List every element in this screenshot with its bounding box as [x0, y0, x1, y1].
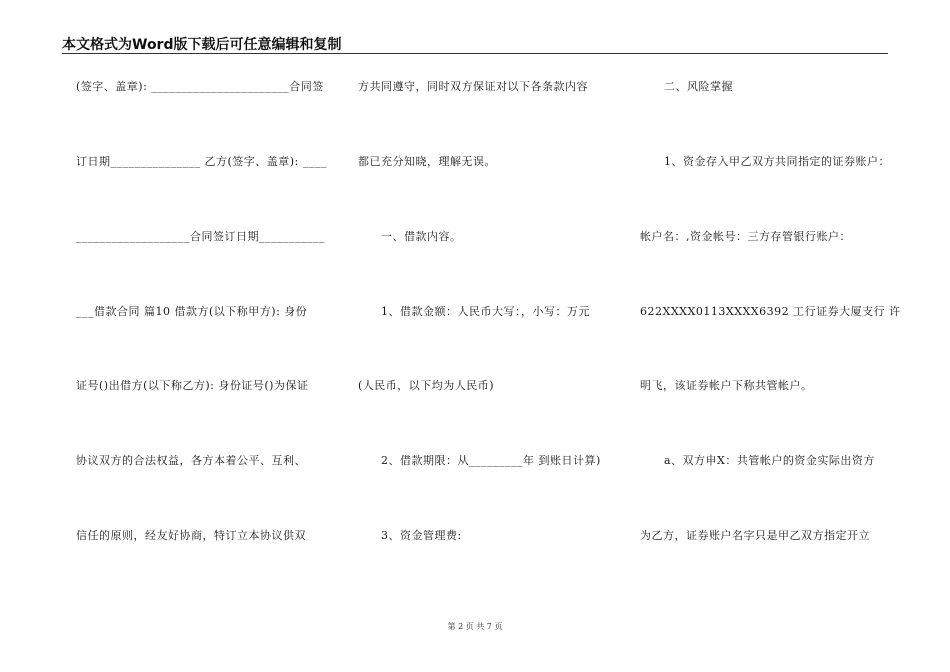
- column-3-line-5: 明飞，该证券帐户下称共管帐户。: [640, 379, 813, 392]
- column-3-line-2: 1、资金存入甲乙双方共同指定的证券账户：: [664, 155, 890, 168]
- column-3-line-3: 帐户名：,资金帐号：三方存管银行账户：: [640, 230, 851, 243]
- column-2-line-1: 方共同遵守，同时双方保证对以下各条款内容: [358, 80, 588, 93]
- column-2-line-3: 一、借款内容。: [381, 230, 462, 243]
- column-1-line-5: 证号()出借方(以下称乙方): 身份证号()为保证: [76, 379, 309, 392]
- column-1-line-3: ___________________合同签订日期___________: [76, 230, 325, 243]
- column-3-line-4: 622XXXX0113XXXX6392 工行证券大厦支行 许: [640, 305, 901, 318]
- column-2-line-6: 2、借款期限：从_________年 到账日计算): [381, 454, 601, 467]
- column-2-line-7: 3、资金管理费:: [381, 529, 462, 542]
- column-3-line-6: a、双方申X：共管帐户的资金实际出资方: [664, 454, 875, 467]
- column-1-line-2: 订日期_______________ 乙方(签字、盖章): ____: [76, 155, 327, 168]
- column-1-line-1: (签字、盖章): _______________________合同签: [76, 80, 324, 93]
- header-divider: [62, 53, 888, 54]
- column-3-line-1: 二、风险掌握: [664, 80, 733, 93]
- column-1-line-6: 协议双方的合法权益，各方本着公平、互利、: [76, 454, 306, 467]
- column-2-line-2: 都已充分知晓，理解无误。: [358, 155, 496, 168]
- document-header-title: 本文格式为Word版下载后可任意编辑和复制: [62, 37, 342, 53]
- column-3-line-7: 为乙方，证券账户名字只是甲乙双方指定开立: [640, 529, 870, 542]
- column-1-line-7: 信任的原则，经友好协商，特订立本协议供双: [76, 529, 306, 542]
- page-number-footer: 第 2 页 共 7 页: [447, 622, 503, 631]
- column-2-line-4: 1、借款金额：人民币大写：，小写：万元: [381, 305, 590, 318]
- column-2-line-5: (人民币，以下均为人民币): [358, 379, 495, 392]
- column-1-line-4: ___借款合同 篇10 借款方(以下称甲方): 身份: [76, 305, 308, 318]
